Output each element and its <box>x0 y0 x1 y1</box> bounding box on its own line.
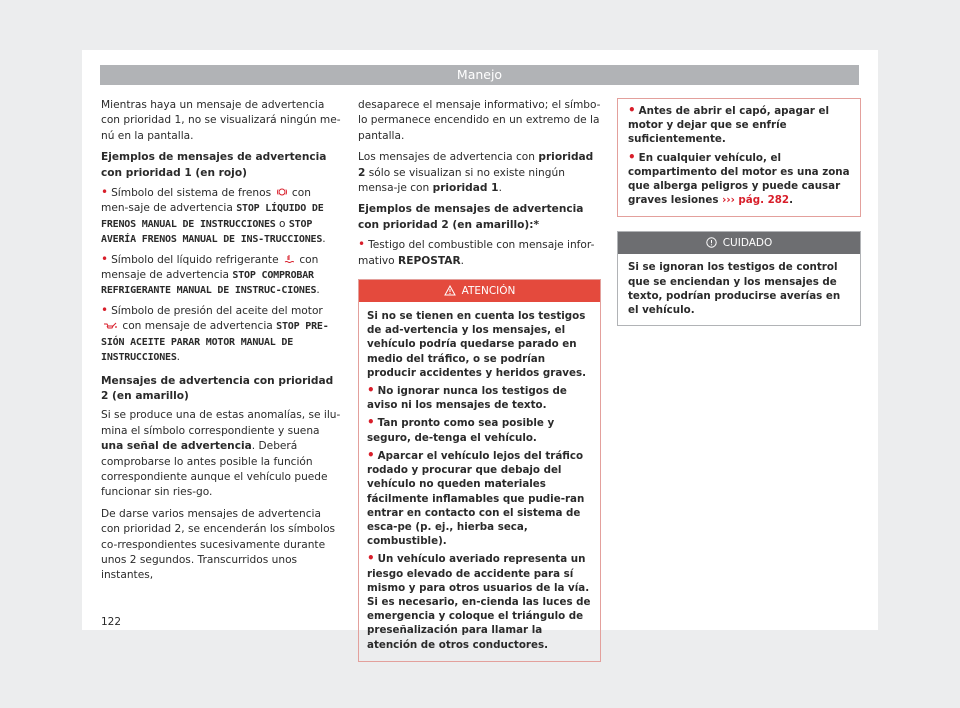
caution-box-body: Si se ignoran los testigos de control que se enciendan y los mensajes de texto, podrían producirse averías en el vehículo. <box>628 261 841 317</box>
page-reference-link[interactable]: ››› pág. 282 <box>722 194 790 207</box>
column-3 <box>617 98 861 326</box>
bullet-icon: • <box>628 103 636 117</box>
bullet-icon: • <box>101 185 109 200</box>
warning-box-continued <box>617 98 861 217</box>
bullet-icon: • <box>628 149 636 164</box>
bullet-icon: • <box>367 551 375 566</box>
paragraph: Los mensajes de advertencia con prioridad 2 sólo se visualizan si no existe ningún mensa-je con prioridad 1. <box>358 151 594 195</box>
bullet-icon: • <box>358 237 366 252</box>
warning-box <box>358 279 601 662</box>
subheading-priority-2: Mensajes de advertencia con prioridad 2 (en amarillo) <box>101 374 334 402</box>
page-number: 122 <box>101 616 122 628</box>
list-item: • Símbolo del sistema de frenos con men-saje de advertencia STOP LÍQUIDO DE FRENOS MANUAL DE INSTRUCCIONES o STOP AVERÍA FRENOS MANUAL DE INS-TRUCCIONES. <box>101 185 326 246</box>
coolant-icon <box>284 254 294 264</box>
subheading-examples-priority-2: Ejemplos de mensajes de advertencia con prioridad 2 (en amarillo):* <box>358 203 584 231</box>
column-2 <box>358 98 601 662</box>
bullet-icon: • <box>367 383 375 398</box>
list-item: • Testigo del combustible con mensaje infor-mativo REPOSTAR. <box>358 237 595 267</box>
list-item: • Símbolo de presión del aceite del motor con mensaje de advertencia STOP PRE-SIÓN ACEITE PARAR MOTOR MANUAL DE INSTRUCCIONES. <box>101 302 329 364</box>
warning-box-body <box>618 99 860 216</box>
list-item: • Un vehículo averiado representa un riesgo elevado de accidente para sí mismo y para otros usuarios de la vía. Si es necesario, en-cienda las luces de emergencia y coloque el triángulo de preseñalización para llamar la atención de otros conductores. <box>367 551 591 651</box>
paragraph: Mientras haya un mensaje de advertencia con prioridad 1, no se visualizará ningún me-nú en la pantalla. <box>101 99 341 142</box>
list-item: • Aparcar el vehículo lejos del tráfico rodado y procurar que debajo del vehículo no queden materiales fácilmente inflamables que pudie-ran entrar en contacto con el sistema de esca-pe (p. ej., hierba seca, combustible). <box>367 447 585 548</box>
paragraph: desaparece el mensaje informativo; el símbo-lo permanece encendido en un extremo de la pantalla. <box>358 99 601 142</box>
warning-box-body: Si no se tienen en cuenta los testigos de ad-vertencia y los mensajes, el vehículo podría quedarse parado en medio del tráfico, o se podrían producir accidentes y heridos graves. • No ignorar nunca los testigos de aviso ni los mensajes de texto. • Tan pronto como sea posible y seguro, de-tenga el vehículo. • Aparcar el vehículo lejos del tráfico rodado y procurar que debajo del vehículo no queden materiales fácilmente inflamables que pudie-ran entrar en contacto con el sistema de esca-pe (p. ej., hierba seca, combustible). • Un vehículo averiado representa un riesgo elevado de accidente para sí mismo y para otros usuarios de la vía. Si es necesario, en-cienda las luces de emergencia y coloque el triángulo de preseñalización para llamar la atención de otros conductores. <box>367 310 591 651</box>
paragraph: Si se produce una de estas anomalías, se ilu-mina el símbolo correspondiente y suena una señal de advertencia. Deberá comprobarse lo antes posible la función correspondiente aunque el vehículo puede funcionar sin ries-go. <box>101 409 341 499</box>
list-item: • Tan pronto como sea posible y seguro, de-tenga el vehículo. <box>367 415 555 444</box>
subheading-priority-1: Ejemplos de mensajes de advertencia con prioridad 1 (en rojo) <box>101 151 327 179</box>
caution-box-title: CUIDADO <box>618 232 860 254</box>
bullet-icon: • <box>101 302 109 317</box>
bullet-icon: • <box>367 447 375 462</box>
brake-warning-icon <box>277 187 287 197</box>
list-item: • Antes de abrir el capó, apagar el motor y dejar que se enfríe suficientemente. <box>628 103 829 146</box>
caution-box <box>617 231 861 326</box>
column-1 <box>101 98 341 590</box>
warning-box-title: ATENCIÓN <box>359 280 600 302</box>
section-header: Manejo <box>100 65 859 85</box>
paragraph: De darse varios mensajes de advertencia con prioridad 2, se encenderán los símbolos co-rrespondientes sucesivamente durante unos 2 segundos. Transcurridos unos instantes, <box>101 507 336 582</box>
warning-triangle-icon <box>444 282 456 304</box>
oil-pressure-icon <box>103 320 117 330</box>
bullet-icon: • <box>367 415 375 430</box>
list-item: • No ignorar nunca los testigos de aviso ni los mensajes de texto. <box>367 383 567 412</box>
info-circle-icon <box>706 234 717 256</box>
list-item: • Símbolo del líquido refrigerante con mensaje de advertencia STOP COMPROBAR REFRIGERANTE MANUAL DE INSTRUC-CIONES. <box>101 251 320 297</box>
bullet-icon: • <box>101 251 109 266</box>
list-item: • En cualquier vehículo, el compartimento del motor es una zona que alberga peligros y puede causar graves lesiones ››› pág. 282. <box>628 149 850 207</box>
